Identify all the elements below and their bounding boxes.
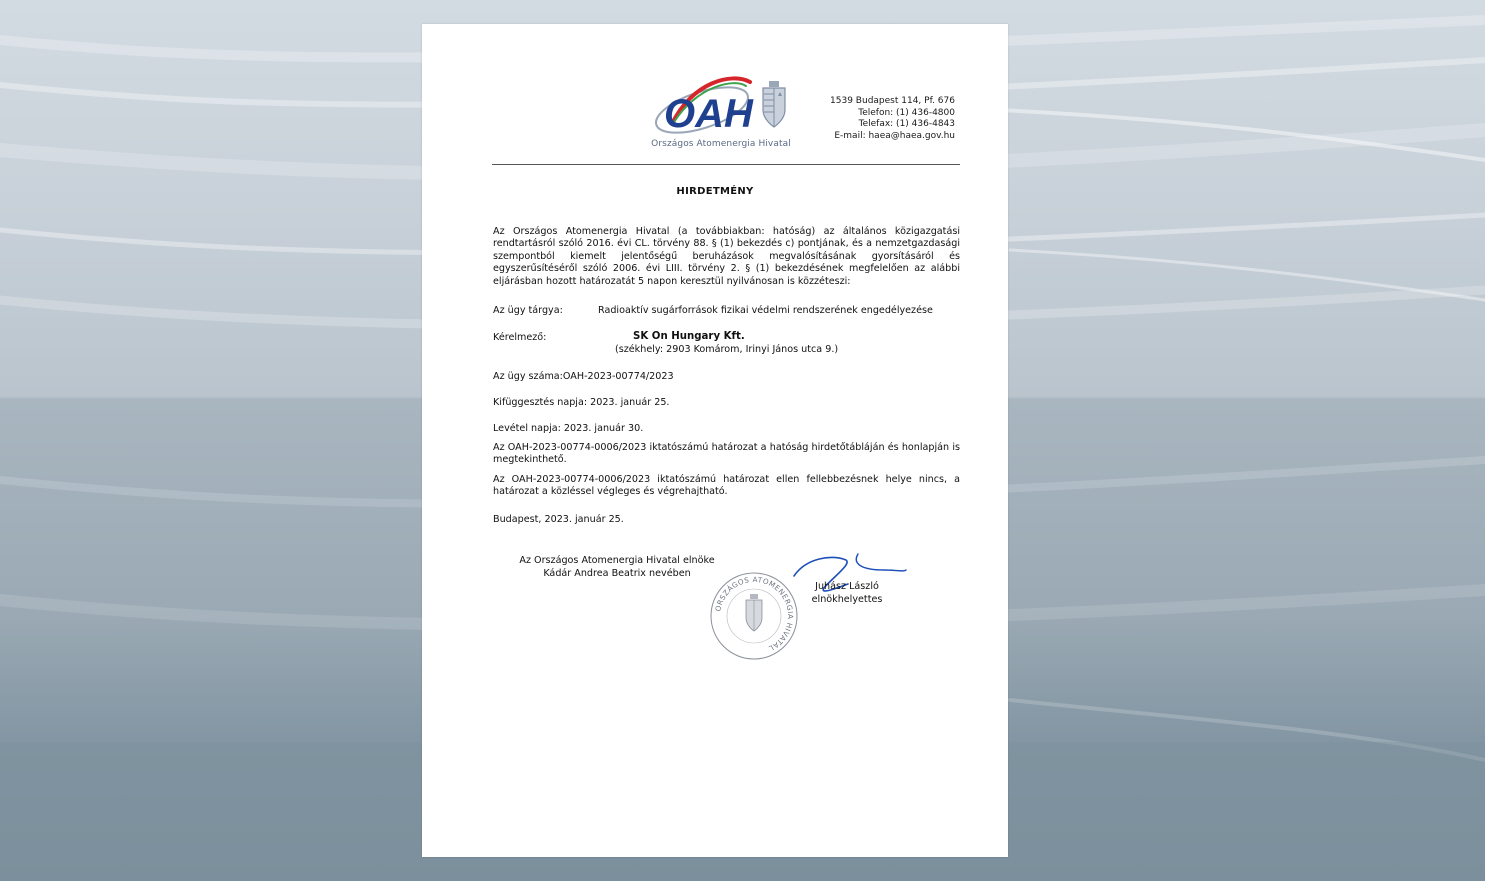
- document-title: HIRDETMÉNY: [676, 186, 754, 197]
- signatory-right: [802, 580, 892, 606]
- contact-address: 1539 Budapest 114, Pf. 676: [830, 96, 955, 106]
- contact-email: E-mail: haea@haea.gov.hu: [834, 131, 955, 142]
- contact-fax: Telefax: (1) 436-4843: [858, 119, 955, 130]
- svg-text:OAH: OAH: [664, 92, 753, 136]
- signatory-left-line1: Az Országos Atomenergia Hivatal elnöke: [519, 555, 715, 566]
- subject-label: Az ügy tárgya:: [493, 305, 563, 316]
- org-name: Országos Atomenergia Hivatal: [651, 139, 791, 149]
- svg-text:ORSZÁGOS ATOMENERGIA HIVATAL: ORSZÁGOS ATOMENERGIA HIVATAL: [713, 574, 796, 654]
- official-stamp: [708, 570, 800, 662]
- appeal-paragraph: Az OAH-2023-00774-0006/2023 iktatószámú határozat ellen fellebbezésnek helye nincs, a határozat a közléssel végleges és végrehajtható.: [493, 474, 960, 498]
- applicant-address: (székhely: 2903 Komárom, Irinyi János utca 9.): [615, 344, 839, 355]
- coat-of-arms-icon: [760, 80, 788, 130]
- visibility-paragraph: Az OAH-2023-00774-0006/2023 iktatószámú határozat a hatóság hirdetőtábláján és honlapján is megtekinthető.: [493, 442, 960, 466]
- contact-phone: Telefon: (1) 436-4800: [858, 107, 955, 118]
- contact-block: [830, 96, 955, 143]
- removal-date: Levétel napja: 2023. január 30.: [493, 423, 644, 434]
- posting-date: Kifüggesztés napja: 2023. január 25.: [493, 397, 670, 408]
- place-date: Budapest, 2023. január 25.: [493, 514, 624, 525]
- subject-value: Radioaktív sugárforrások fizikai védelmi rendszerének engedélyezése: [598, 305, 933, 316]
- header-divider: [492, 164, 960, 165]
- document-page: [422, 24, 1008, 857]
- applicant-label: Kérelmező:: [493, 332, 547, 343]
- signatory-left-line2: Kádár Andrea Beatrix nevében: [543, 568, 691, 579]
- signatory-right-name: Juhász László: [815, 581, 879, 592]
- case-number: Az ügy száma:OAH-2023-00774/2023: [493, 371, 674, 382]
- signatory-right-title: elnökhelyettes: [811, 594, 883, 605]
- intro-paragraph: Az Országos Atomenergia Hivatal (a továbbiakban: hatóság) az általános közigazgatási rendtartásról szóló 2016. évi CL. törvény 88. § (1) bekezdés c) pontjának, és a nemzetgazdasági szempontból kiemelt jelentőségű beruházások megvalósításának gyorsításáról és egyszerűsítéséről szóló 2006. évi LIII. törvény 2. § (1) bekezdésének megfelelően az alábbi eljárásban hozott határozatát 5 napon keresztül nyilvánosan is közzéteszi:: [493, 226, 960, 287]
- applicant-name: SK On Hungary Kft.: [633, 331, 745, 342]
- signatory-left: [512, 554, 722, 580]
